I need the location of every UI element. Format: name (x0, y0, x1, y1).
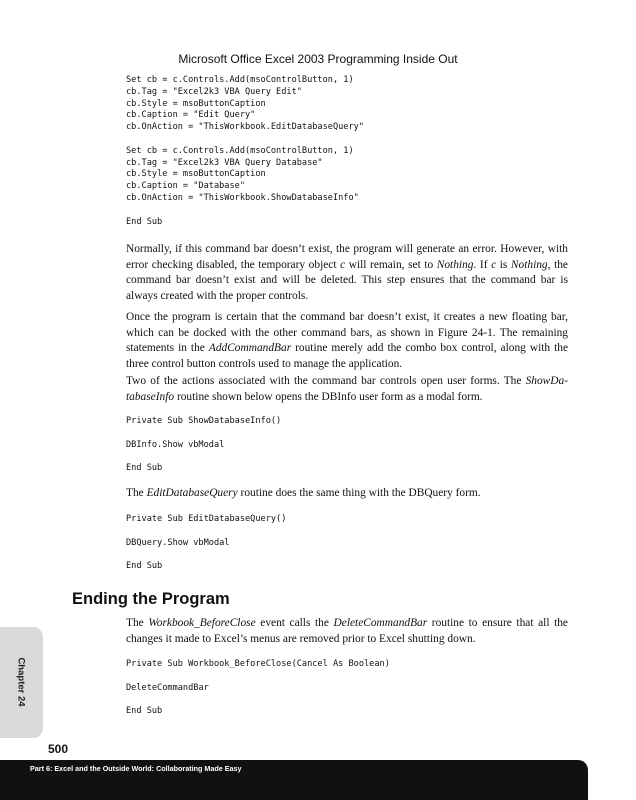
chapter-tab-label: Chapter 24 (15, 657, 27, 707)
para3-text-c: routine shown below opens the DBInfo user form as a modal form. (174, 390, 483, 403)
paragraph-user-forms (126, 374, 568, 405)
para1-text-g: is (496, 258, 511, 271)
section-heading: Ending the Program (72, 590, 230, 608)
para5-text-a: The (126, 617, 149, 629)
para2-text-c: routine merely add the combo box control, along with the three control button controls used to manage the application. (126, 342, 569, 370)
para3-text-a: Two of the actions associated with the command bar controls open user forms. The (126, 375, 526, 387)
para5-italic-deletecommandbar: DeleteCommandBar (333, 617, 428, 629)
para1-text-a: Normally, if this command bar doesn’t exist, the program will generate an error. However, with error checking disabled, the temporary object (126, 243, 568, 271)
para5-text-e: routine to ensure that all the changes it made to Excel’s menus are removed prior to Excel shutting down. (126, 617, 568, 645)
para1-text-e: . If (473, 258, 492, 271)
code-block-edit-database-query: Private Sub EditDatabaseQuery() DBQuery.Show vbModal End Sub (126, 514, 287, 572)
paragraph-edit-database-query (126, 486, 568, 502)
para2-italic-addcommandbar: AddCommandBar (208, 342, 292, 355)
para1-italic-c: c (340, 258, 346, 271)
chapter-tab (0, 627, 43, 738)
para4-text-c: routine does the same thing with the DBQuery form. (237, 487, 481, 499)
footer-text: Part 6: Excel and the Outside World: Collaborating Made Easy (30, 764, 242, 773)
code-block-before-close: Private Sub Workbook_BeforeClose(Cancel As Boolean) DeleteCommandBar End Sub (126, 659, 390, 717)
para5-italic-workbook-beforeclose: Workbook_BeforeClose (148, 617, 256, 629)
para4-italic-editdatabasequery: EditDatabaseQuery (146, 487, 238, 499)
paragraph-error-checking (126, 242, 568, 304)
para1-italic-nothing: Nothing (436, 258, 474, 271)
code-block-command-buttons: Set cb = c.Controls.Add(msoControlButton, 1) cb.Tag = "Excel2k3 VBA Query Edit" cb.Style = msoButtonCaption cb.Caption = "Edit Query" cb.OnAction = "ThisWorkbook.EditDatabaseQuery" Set cb = c.Controls.Add(msoControlButton, 1) cb.Tag = "Excel2k3 VBA Query Database" cb.Style = msoButtonCaption cb.Caption = "Database" cb.OnAction = "ThisWorkbook.ShowDatabaseInfo" End Sub (126, 75, 364, 227)
footer-bar (0, 760, 588, 800)
page-number: 500 (48, 742, 69, 756)
running-header: Microsoft Office Excel 2003 Programming Inside Out (178, 52, 458, 66)
para1-italic-c2: c (491, 258, 497, 271)
para2-text-a: Once the program is certain that the command bar doesn’t exist, it creates a new floating bar, which can be docked with the other command bars, as shown in Figure 24-1. The remaining statements in the (126, 311, 568, 355)
para3-italic-showdatabaseinfo: ShowDatabaseInfo (126, 375, 568, 403)
para1-text-c: will remain, set to (345, 258, 437, 271)
para5-text-c: event calls the (255, 617, 334, 629)
para1-italic-nothing2: Nothing (510, 258, 548, 271)
code-block-show-database-info: Private Sub ShowDatabaseInfo() DBInfo.Show vbModal End Sub (126, 416, 282, 474)
paragraph-floating-bar (126, 310, 568, 372)
paragraph-before-close (126, 616, 568, 647)
para1-text-i: , the command bar doesn’t exist and will be deleted. This step ensures that the command bar is always created with the proper controls. (126, 258, 568, 302)
para4-text-a: The (126, 487, 147, 499)
